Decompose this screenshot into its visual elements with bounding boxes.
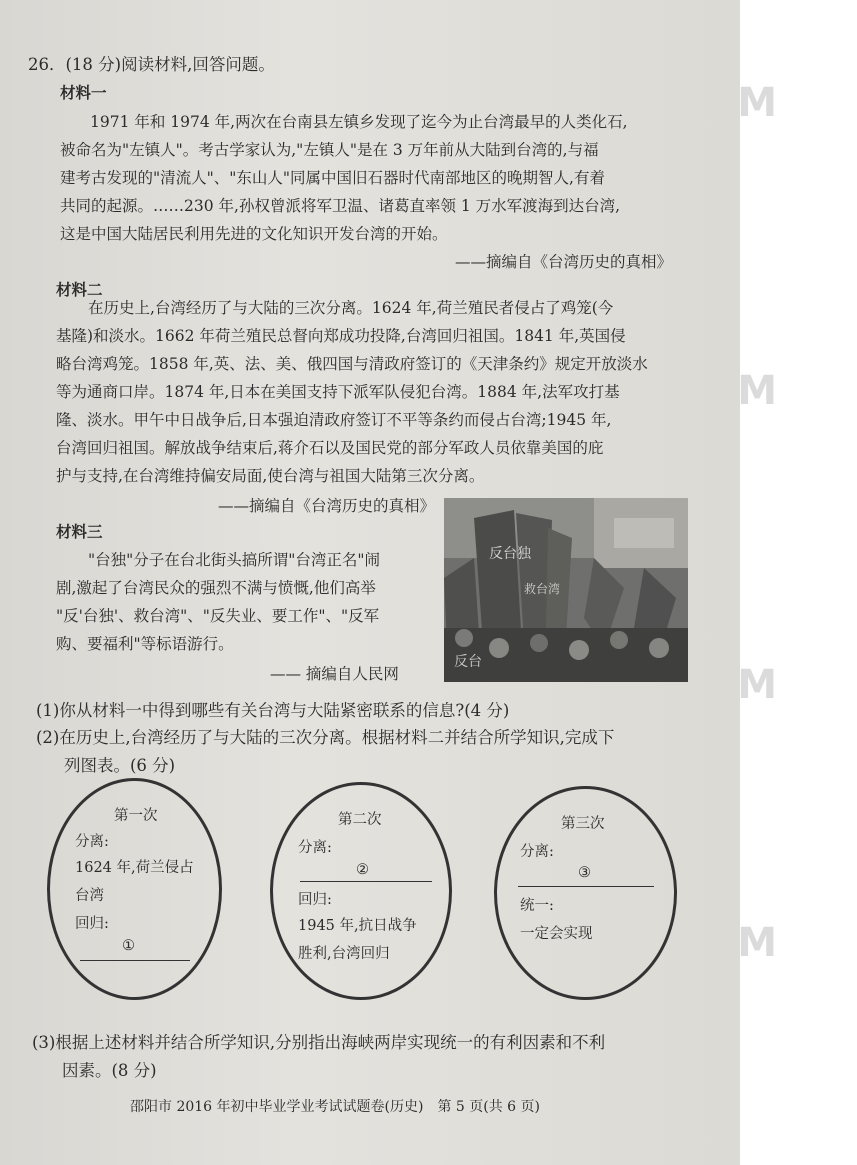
third-uni-text: 一定会实现 xyxy=(520,926,593,942)
material2-line: 基隆)和淡水。1662 年荷兰殖民总督向郑成功投降,台湾回归祖国。1841 年,英国侵 xyxy=(56,327,626,345)
material2-title: 材料二 xyxy=(56,280,103,299)
material2-line: 略台湾鸡笼。1858 年,英、法、美、俄四国与清政府签订的《天津条约》规定开放淡水 xyxy=(56,355,648,373)
material3-line: "反'台独'、救台湾"、"反失业、要工作"、"反军 xyxy=(56,607,380,625)
blank-2: ② xyxy=(356,862,369,878)
material3-source: —— 摘编自人民网 xyxy=(270,665,399,683)
blank-3: ③ xyxy=(578,865,591,881)
photo-flag-text: 反台 xyxy=(454,654,482,670)
material1-line: 1971 年和 1974 年,两次在台南县左镇乡发现了迄今为止台湾最早的人类化石, xyxy=(90,113,628,131)
watermark: M xyxy=(737,662,777,708)
first-sep-text: 1624 年,荷兰侵占 xyxy=(75,860,194,876)
first-sep-text: 台湾 xyxy=(75,888,104,904)
material2-line: 护与支持,在台湾维持偏安局面,使台湾与祖国大陆第三次分离。 xyxy=(56,467,485,485)
third-sep-label: 分离: xyxy=(520,844,554,860)
material2-line: 等为通商口岸。1874 年,日本在美国支持下派军队侵犯台湾。1884 年,法军攻打基 xyxy=(56,383,620,401)
first-ret-label: 回归: xyxy=(75,916,109,932)
question-1: (1)你从材料一中得到哪些有关台湾与大陆紧密联系的信息?(4 分) xyxy=(36,701,510,720)
second-sep-label: 分离: xyxy=(298,840,332,856)
material3-line: 剧,激起了台湾民众的强烈不满与愤慨,他们高举 xyxy=(56,579,376,597)
photo-flag-text: 反台独 xyxy=(489,546,531,562)
material1-line: 共同的起源。……230 年,孙权曾派将军卫温、诸葛直率领 1 万水军渡海到达台湾, xyxy=(60,197,621,215)
second-title: 第二次 xyxy=(338,812,382,828)
first-sep-label: 分离: xyxy=(75,834,109,850)
material1-title: 材料一 xyxy=(60,83,107,102)
question-3-line1: (3)根据上述材料并结合所学知识,分别指出海峡两岸实现统一的有利因素和不利 xyxy=(32,1033,606,1052)
material2-line: 在历史上,台湾经历了与大陆的三次分离。1624 年,荷兰殖民者侵占了鸡笼(今 xyxy=(88,299,614,317)
question-heading: 26．(18 分)阅读材料,回答问题。 xyxy=(28,55,275,74)
question-2-line1: (2)在历史上,台湾经历了与大陆的三次分离。根据材料二并结合所学知识,完成下 xyxy=(36,728,615,747)
question-3-line2: 因素。(8 分) xyxy=(62,1061,157,1080)
answer-line xyxy=(518,886,654,887)
material2-line: 台湾回归祖国。解放战争结束后,蒋介石以及国民党的部分军政人员依靠美国的庇 xyxy=(56,439,604,457)
third-uni-label: 统一: xyxy=(520,898,554,914)
second-ret-text: 1945 年,抗日战争 xyxy=(298,918,417,934)
answer-line xyxy=(300,881,432,882)
watermark: M xyxy=(737,368,777,414)
protest-photo xyxy=(444,498,688,682)
material2-line: 隆、淡水。甲午中日战争后,日本强迫清政府签订不平等条约而侵占台湾;1945 年, xyxy=(56,411,612,429)
material3-title: 材料三 xyxy=(56,522,103,541)
answer-line xyxy=(80,960,190,961)
second-ret-text: 胜利,台湾回归 xyxy=(298,946,390,962)
question-2-line2: 列图表。(6 分) xyxy=(64,756,176,775)
material3-line: 购、要福利"等标语游行。 xyxy=(56,635,234,653)
watermark: M xyxy=(737,920,777,966)
photo-flag-text: 救台湾 xyxy=(524,582,561,596)
material1-source: ——摘编自《台湾历史的真相》 xyxy=(455,253,673,271)
material1-line: 建考古发现的"清流人"、"东山人"同属中国旧石器时代南部地区的晚期智人,有着 xyxy=(60,169,605,187)
third-title: 第三次 xyxy=(561,816,605,832)
material2-source: ——摘编自《台湾历史的真相》 xyxy=(218,497,436,515)
first-title: 第一次 xyxy=(114,808,158,824)
blank-1: ① xyxy=(122,938,135,954)
material1-line: 被命名为"左镇人"。考古学家认为,"左镇人"是在 3 万年前从大陆到台湾的,与福 xyxy=(60,141,599,159)
material1-line: 这是中国大陆居民利用先进的文化知识开发台湾的开始。 xyxy=(60,225,448,243)
watermark: M xyxy=(737,80,777,126)
page-footer: 邵阳市 2016 年初中毕业学业考试试题卷(历史) 第 5 页(共 6 页) xyxy=(130,1099,540,1115)
material3-line: "台独"分子在台北街头搞所谓"台湾正名"闹 xyxy=(88,551,381,569)
second-ret-label: 回归: xyxy=(298,892,332,908)
